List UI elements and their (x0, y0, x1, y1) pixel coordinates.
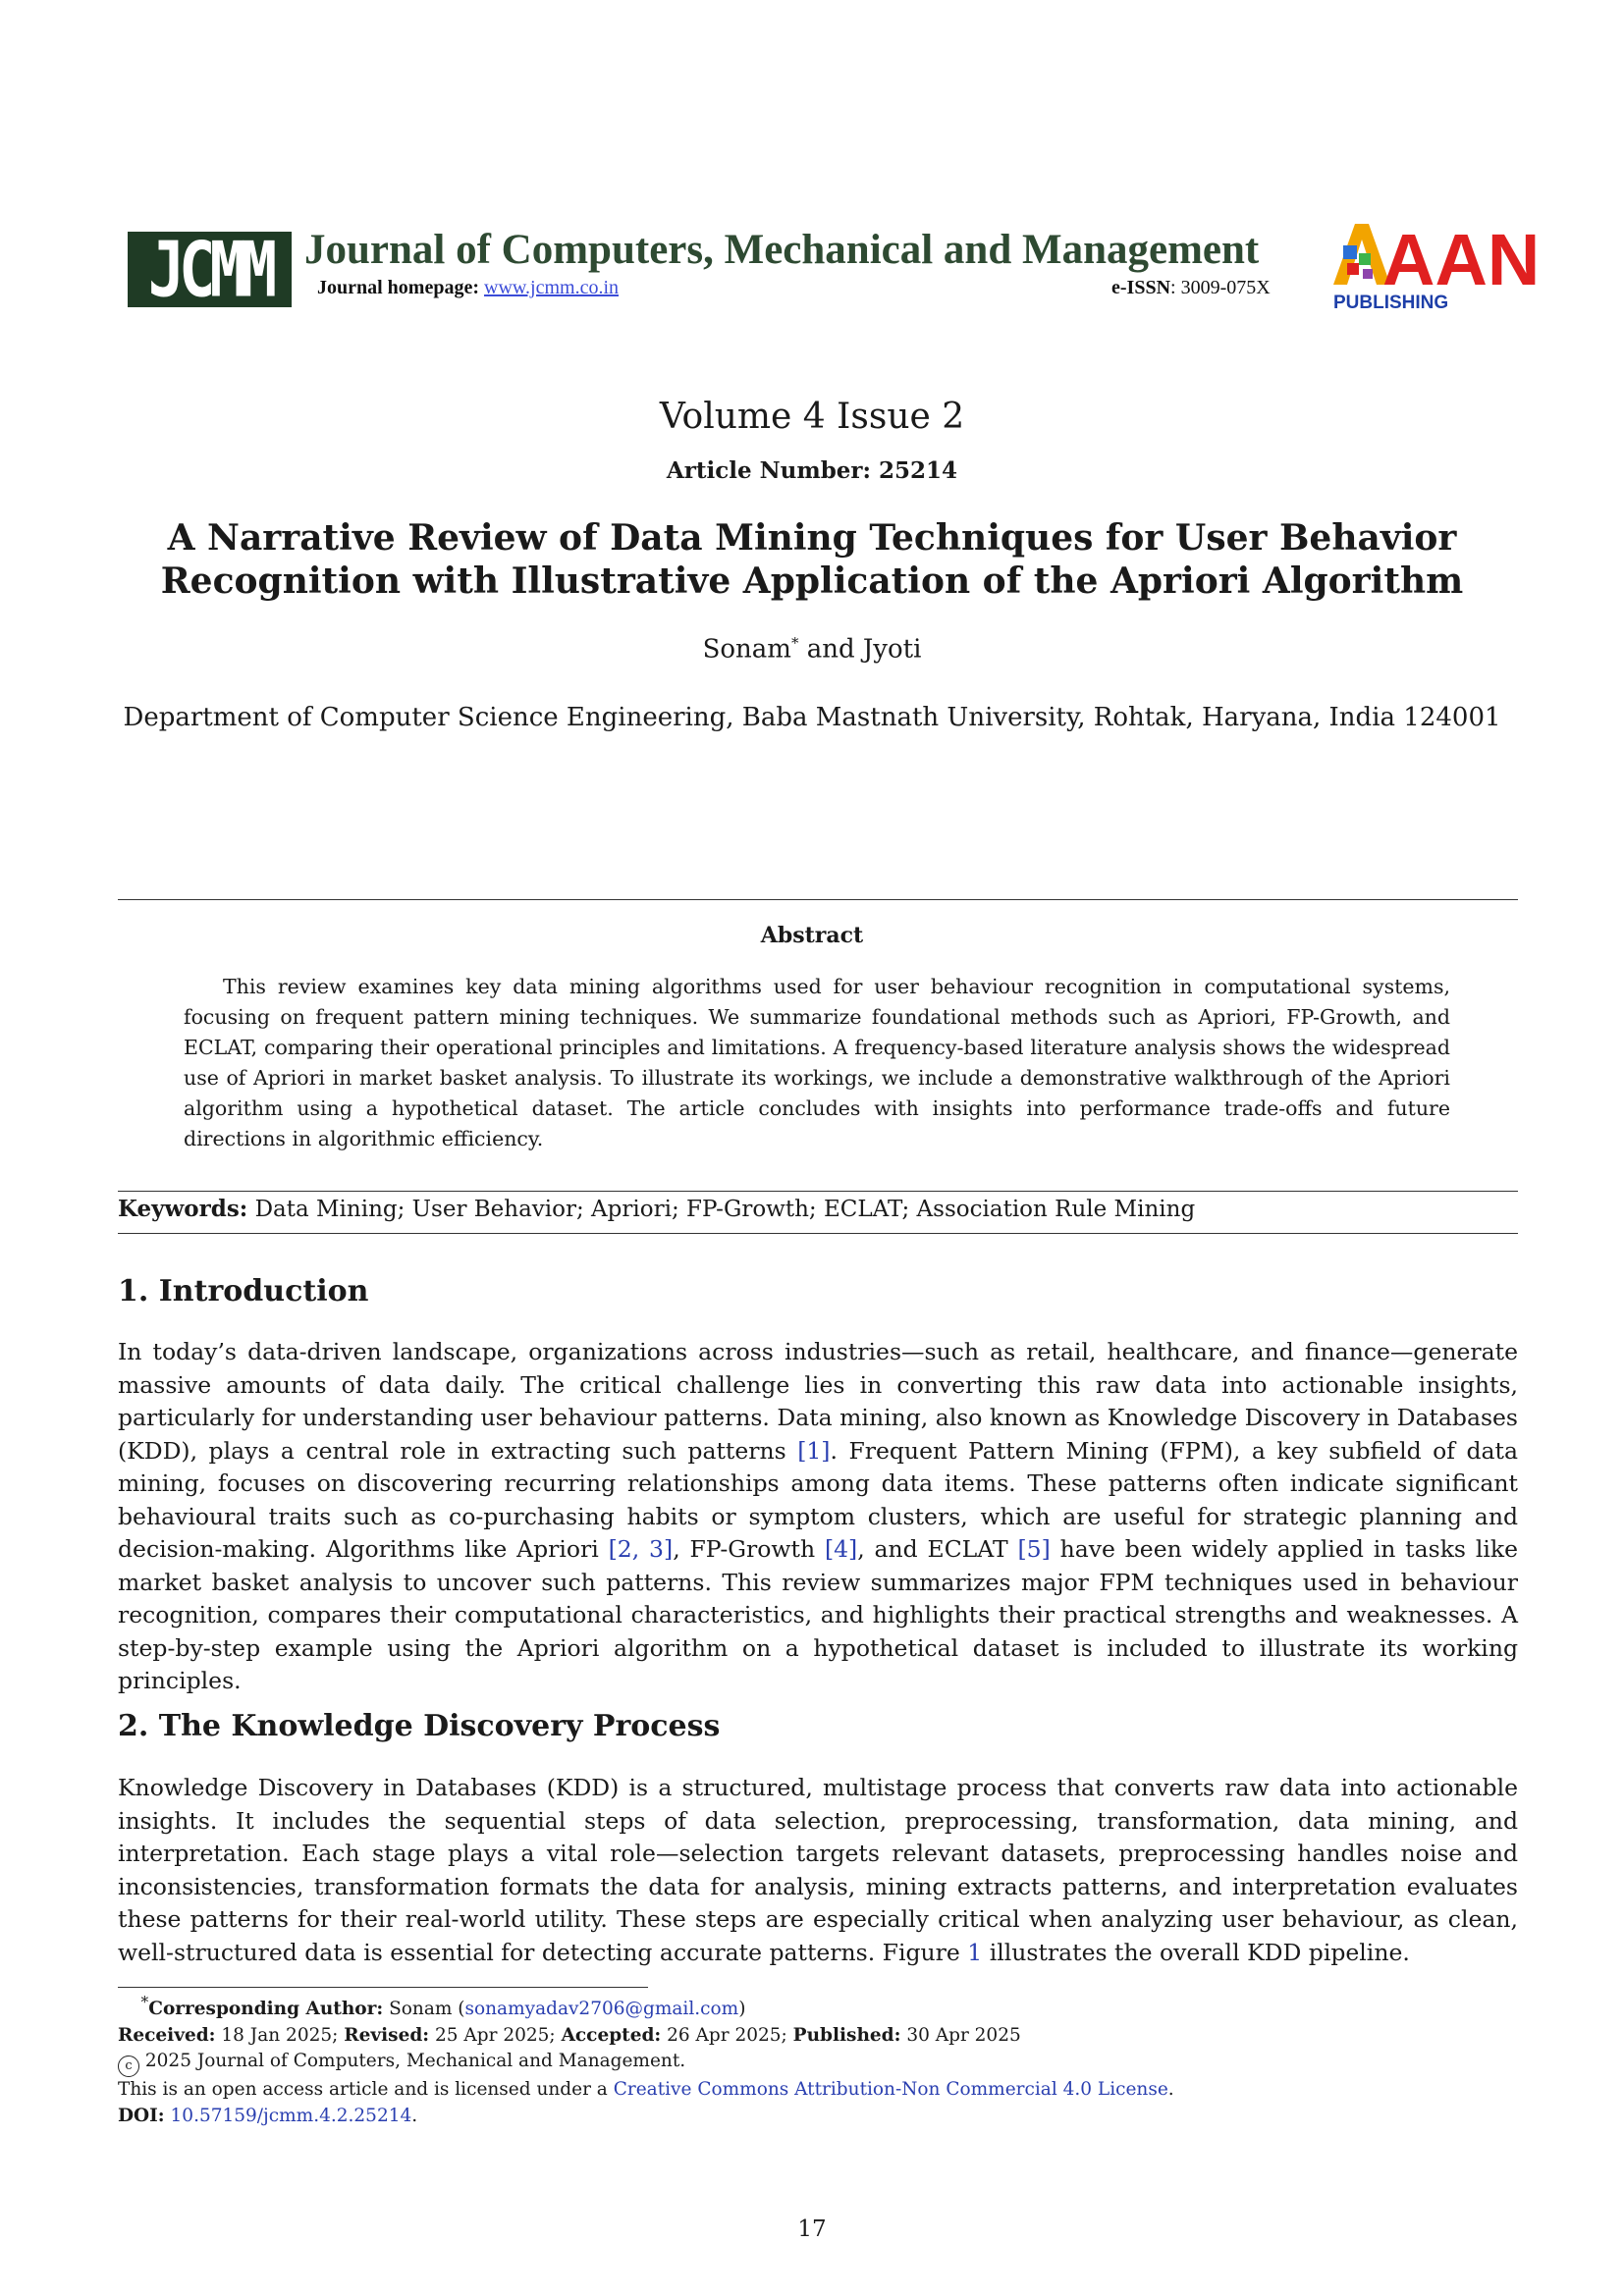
journal-title: Journal of Computers, Mechanical and Management (304, 227, 1260, 273)
article-title: A Narrative Review of Data Mining Techniques for User Behavior Recognition with Illustrative Application of the Apriori Algorithm (160, 517, 1464, 602)
kdd-paragraph: Knowledge Discovery in Databases (KDD) is a structured, multistage process that converts raw data into actionable insights. It includes the sequential steps of data selection, preprocessing, transformation, data mining, and interpretation. Each stage plays a vital role—selection targets relevant datasets, preprocessing handles noise and inconsistencies, transformation formats the data for analysis, mining extracts patterns, and interpretation evaluates these patterns for their real-world utility. These steps are especially critical when analyzing user behaviour, as clean, well-structured data is essential for detecting accurate patterns. Figure 1 illustrates the overall KDD pipeline. (118, 1774, 1518, 1966)
volume-issue: Volume 4 Issue 2 (659, 397, 965, 437)
footnote-rule (118, 1987, 648, 1988)
license-link[interactable]: Creative Commons Attribution-Non Commercial 4.0 License (613, 2079, 1168, 2101)
doi: DOI: 10.57159/jcmm.4.2.25214. (118, 2105, 418, 2126)
corresponding-author: *Corresponding Author: Sonam (sonamyadav2706@gmail.com) (140, 1994, 746, 2020)
copyright-icon: c (118, 2056, 139, 2077)
section-heading-kdd: 2. The Knowledge Discovery Process (118, 1709, 721, 1743)
license: This is an open access article and is licensed under a Creative Commons Attribution-Non Commercial 4.0 License. (118, 2079, 1174, 2101)
citation-link[interactable]: [2, 3] (608, 1535, 674, 1563)
page-number: 17 (797, 2216, 827, 2242)
section-heading-introduction: 1. Introduction (118, 1274, 369, 1308)
abstract-text: This review examines key data mining algorithms used for user behaviour recognition in computational systems, focusing on frequent pattern mining techniques. We summarize foundational methods such as Apriori, FP-Growth, and ECLAT, comparing their operational principles and limitations. A frequency-based literature analysis shows the widespread use of Apriori in market basket analysis. To illustrate its workings, we include a demonstrative walkthrough of the Apriori algorithm using a hypothetical dataset. The article concludes with insights into performance trade-offs and future directions in algorithmic efficiency. (184, 975, 1450, 1150)
figure-link[interactable]: 1 (967, 1938, 983, 1966)
aan-publishing-logo (1333, 219, 1541, 317)
citation-link[interactable]: [5] (1017, 1535, 1051, 1563)
dates: Received: 18 Jan 2025; Revised: 25 Apr 2025; Accepted: 26 Apr 2025; Published: 30 Apr 2025 (118, 2024, 1021, 2046)
abstract-top-rule (118, 899, 1518, 900)
keywords: Keywords: Data Mining; User Behavior; Apriori; FP-Growth; ECLAT; Association Rule Mining (118, 1196, 1196, 1222)
doi-link[interactable]: 10.57159/jcmm.4.2.25214 (164, 2105, 412, 2126)
keywords-bottom-rule (118, 1233, 1518, 1234)
aan-logo-text: AAN (1382, 219, 1541, 300)
abstract-heading: Abstract (760, 923, 864, 948)
citation-link[interactable]: [4] (824, 1535, 858, 1563)
homepage-label: Journal homepage (317, 277, 473, 298)
jcmm-logo: JCMM (128, 232, 292, 307)
affiliation: Department of Computer Science Engineering, Baba Mastnath University, Rohtak, Haryana, India 124001 (123, 703, 1501, 732)
publishing-logo-text: PUBLISHING (1333, 293, 1449, 313)
copyright: c 2025 Journal of Computers, Mechanical and Management. (118, 2049, 1522, 2077)
email-link[interactable]: sonamyadav2706@gmail.com (464, 1999, 739, 2020)
journal-homepage: Journal homepage: www.jcmm.co.in (317, 277, 620, 298)
eissn: e-ISSN: 3009-075X (1111, 277, 1271, 298)
footnotes (118, 1990, 1522, 2129)
authors: Sonam* and Jyoti (702, 634, 922, 665)
citation-link[interactable]: [1] (797, 1436, 831, 1465)
keywords-top-rule (118, 1191, 1518, 1192)
journal-masthead (128, 219, 1541, 317)
homepage-link[interactable]: www.jcmm.co.in (484, 277, 620, 298)
introduction-paragraph: In today’s data-driven landscape, organizations across industries—such as retail, healthcare, and finance—generate massive amounts of data daily. The critical challenge lies in converting this raw data into actionable insights, particularly for understanding user behaviour patterns. Data mining, also known as Knowledge Discovery in Databases (KDD), plays a central role in extracting such patterns [1]. Frequent Pattern Mining (FPM), a key subfield of data mining, focuses on discovering recurring relationships among data items. These patterns often indicate significant behavioural traits such as co-purchasing habits or symptom clusters, which are useful for strategic planning and decision-making. Algorithms like Apriori [2, 3], FP-Growth [4], and ECLAT [5] have been widely applied in tasks like market basket analysis to uncover such patterns. This review summarizes major FPM techniques used in behaviour recognition, compares their computational characteristics, and highlights their practical strengths and weaknesses. A step-by-step example using the Apriori algorithm on a hypothetical dataset is included to illustrate its working principles. (118, 1338, 1518, 1694)
article-number: Article Number: 25214 (666, 457, 958, 484)
